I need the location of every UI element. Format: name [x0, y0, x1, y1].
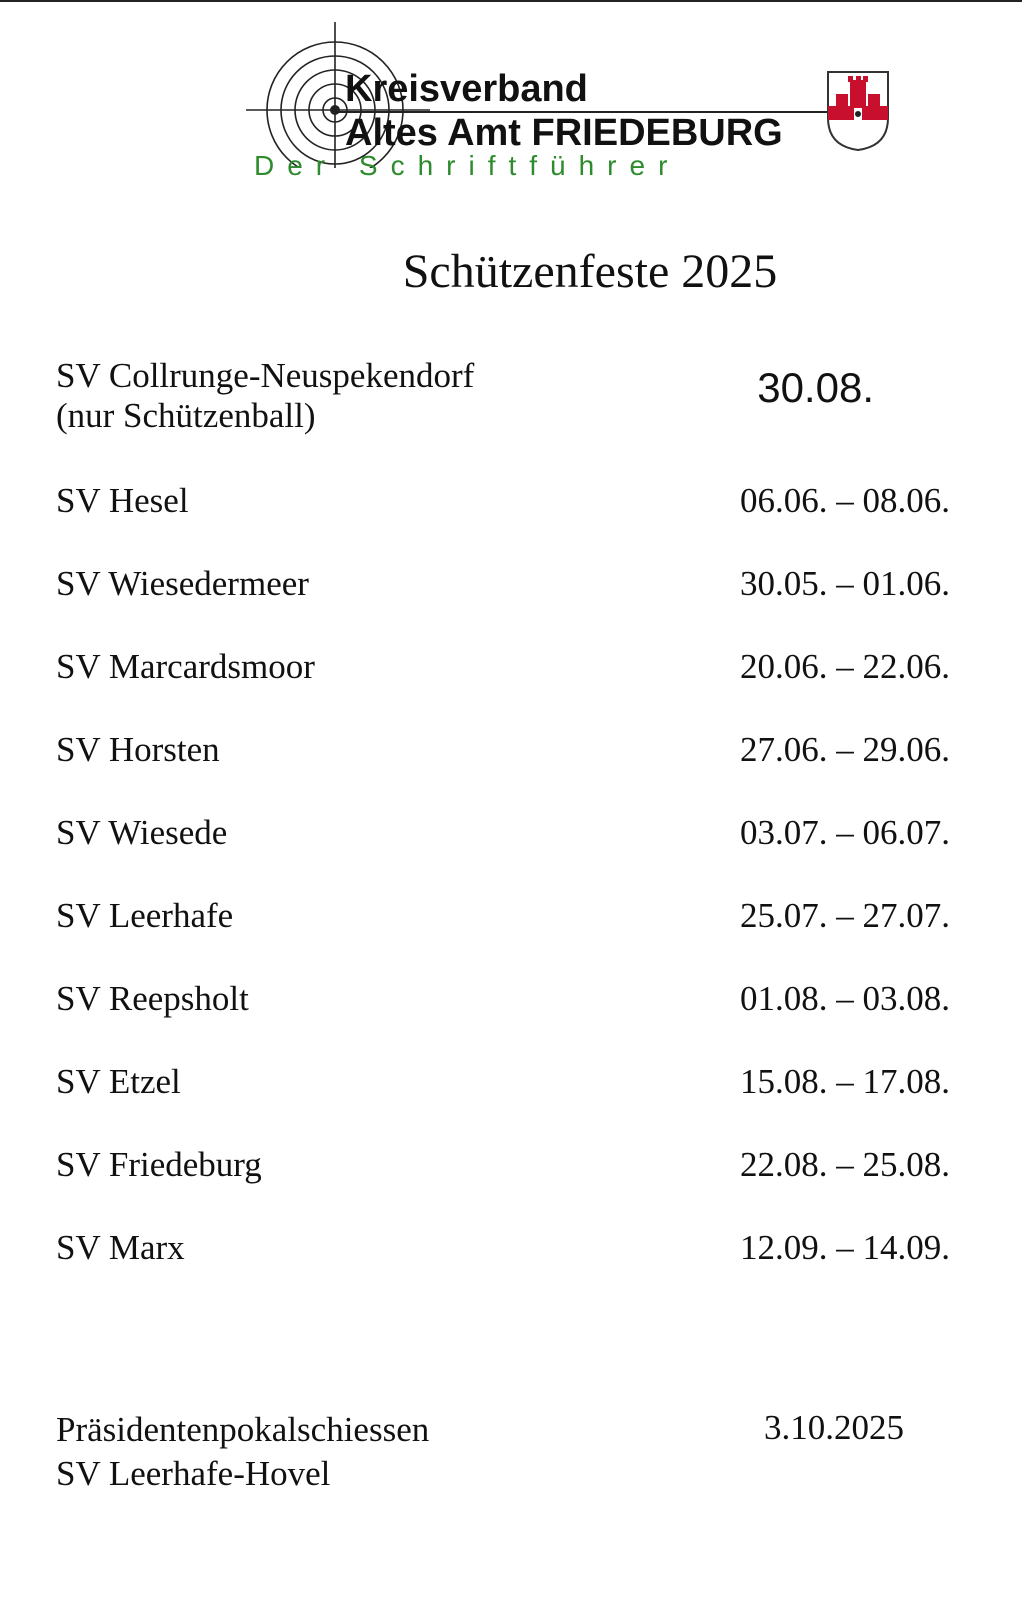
event-date: 12.09. – 14.09.	[740, 1228, 950, 1267]
event-name: SV Wiesedermeer	[56, 564, 309, 603]
final-event-name	[56, 1408, 429, 1496]
event-name: SV Etzel	[56, 1062, 181, 1101]
event-date: 27.06. – 29.06.	[740, 730, 950, 769]
event-name: SV Hesel	[56, 481, 189, 520]
event-date: 20.06. – 22.06.	[740, 647, 950, 686]
event-club-name: SV Collrunge-Neuspekendorf	[56, 356, 475, 395]
event-name	[56, 356, 474, 436]
event-date: 15.08. – 17.08.	[740, 1062, 950, 1101]
header-logo	[0, 0, 1022, 200]
event-date: 25.07. – 27.07.	[740, 896, 950, 935]
final-event-club: SV Leerhafe-Hovel	[56, 1454, 331, 1493]
event-name: SV Marcardsmoor	[56, 647, 315, 686]
event-name: SV Reepsholt	[56, 979, 249, 1018]
logo-subtitle: Der Schriftführer	[254, 150, 681, 181]
logo-line-1: Kreisverband	[345, 68, 588, 110]
event-name: SV Wiesede	[56, 813, 228, 852]
event-name: SV Leerhafe	[56, 896, 234, 935]
event-name: SV Marx	[56, 1228, 185, 1267]
logo-line-2: Altes Amt FRIEDEBURG	[345, 112, 783, 154]
castle-coat-of-arms-icon	[826, 70, 890, 152]
event-date: 06.06. – 08.06.	[740, 481, 950, 520]
final-event-title: Präsidentenpokalschiessen	[56, 1410, 430, 1449]
event-name: SV Friedeburg	[56, 1145, 262, 1184]
event-date: 22.08. – 25.08.	[740, 1145, 950, 1184]
event-name: SV Horsten	[56, 730, 220, 769]
event-date: 01.08. – 03.08.	[740, 979, 950, 1018]
event-date: 30.08.	[757, 364, 874, 411]
event-note: (nur Schützenball)	[56, 396, 316, 435]
page-title: Schützenfeste 2025	[402, 245, 778, 298]
final-event-date: 3.10.2025	[764, 1408, 904, 1447]
logo-divider-line	[335, 110, 835, 114]
event-date: 30.05. – 01.06.	[740, 564, 950, 603]
event-date: 03.07. – 06.07.	[740, 813, 950, 852]
